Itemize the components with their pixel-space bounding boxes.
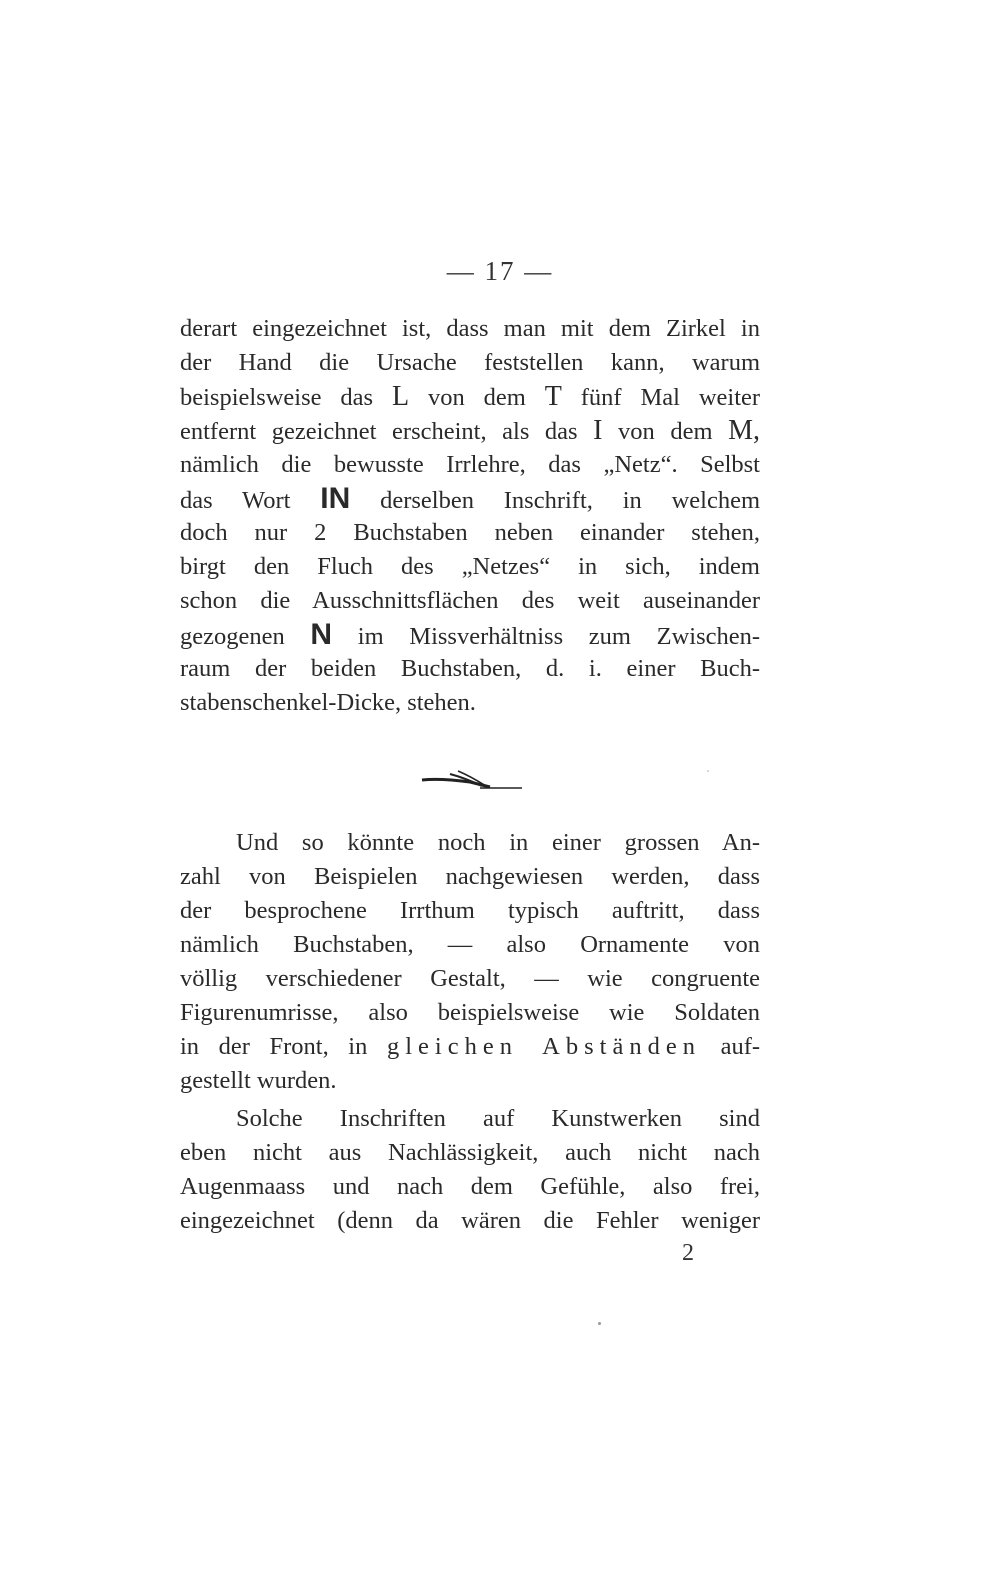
text-line <box>180 414 760 448</box>
text-line <box>180 1030 760 1064</box>
text-run: auf- <box>720 1033 761 1060</box>
text-line: eben nicht aus Nachlässigkeit, auch nicht nach <box>180 1139 760 1166</box>
text-run: von dem <box>618 418 713 445</box>
letter-example-M: M, <box>728 415 761 446</box>
text-run: in der Front, in <box>180 1033 368 1060</box>
text-line <box>180 482 760 516</box>
text-line: Und so könnte noch in einer grossen An- <box>236 829 760 856</box>
text-line: raum der beiden Buchstaben, d. i. einer Buch- <box>180 655 760 682</box>
letter-example-T: T <box>544 381 562 412</box>
text-line: derart eingezeichnet ist, dass man mit dem Zirkel in <box>180 315 760 342</box>
letter-example-IN: IN <box>320 482 351 515</box>
text-line: Augenmaass und nach dem Gefühle, also frei, <box>180 1173 760 1200</box>
paragraph-1 <box>180 312 760 720</box>
text-run: von dem <box>428 384 526 411</box>
paragraph-3 <box>180 1102 760 1238</box>
text-run: das Wort <box>180 487 291 514</box>
text-line: Solche Inschriften auf Kunstwerken sind <box>236 1105 760 1132</box>
text-line: nämlich Buchstaben, — also Ornamente von <box>180 931 760 958</box>
text-line: nämlich die bewusste Irrlehre, das „Netz“. Selbst <box>180 451 760 478</box>
letter-example-I: I <box>593 415 603 446</box>
text-line: Figurenumrisse, also beispielsweise wie Soldaten <box>180 999 760 1026</box>
text-line: der Hand die Ursache feststellen kann, warum <box>180 349 760 376</box>
text-line: völlig verschiedener Gestalt, — wie congruente <box>180 965 760 992</box>
text-run: im Missverhältniss zum Zwischen- <box>357 623 761 650</box>
text-line <box>180 618 760 652</box>
text-line: schon die Ausschnittsflächen des weit auseinander <box>180 587 760 614</box>
letter-example-L: L <box>391 381 410 412</box>
text-line: birgt den Fluch des „Netzes“ in sich, indem <box>180 553 760 580</box>
text-line <box>180 380 760 414</box>
text-run: entfernt gezeichnet erscheint, als das <box>180 418 578 445</box>
page-number: — 17 — <box>446 256 554 286</box>
paragraph-2 <box>180 826 760 1098</box>
text-run: beispielsweise das <box>180 384 374 411</box>
spaced-emphasis: gleichen Abständen <box>386 1033 701 1060</box>
text-line: der besprochene Irrthum typisch auftritt, dass <box>180 897 760 924</box>
letter-example-N: N <box>310 618 333 651</box>
text-run: derselben Inschrift, in welchem <box>380 487 761 514</box>
section-divider-ornament <box>420 768 524 790</box>
paper-speck <box>707 770 709 772</box>
text-run: fünf Mal weiter <box>580 384 761 411</box>
text-line: stabenschenkel-Dicke, stehen. <box>180 689 476 716</box>
text-line: zahl von Beispielen nachgewiesen werden, dass <box>180 863 760 890</box>
signature-mark: 2 <box>682 1240 694 1266</box>
text-line: gestellt wurden. <box>180 1067 337 1094</box>
text-line: eingezeichnet (denn da wären die Fehler weniger <box>180 1207 760 1234</box>
paper-speck <box>598 1322 601 1325</box>
text-line: doch nur 2 Buchstaben neben einander stehen, <box>180 519 760 546</box>
text-run: gezogenen <box>180 623 285 650</box>
